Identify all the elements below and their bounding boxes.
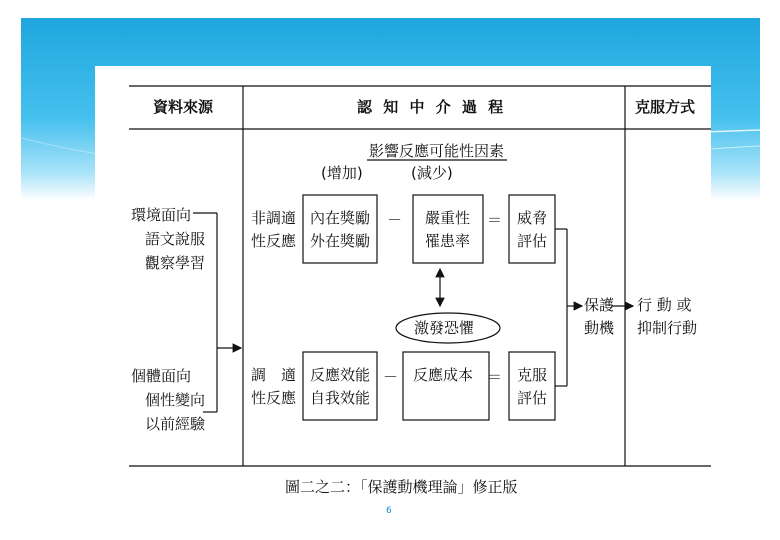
decrease-label: (減少) (411, 164, 453, 182)
env-verbal-persuasion: 語文說服 (145, 230, 206, 248)
equals-top: ＝ (487, 211, 503, 229)
fear-arousal: 激發恐懼 (414, 319, 475, 337)
figure-caption: 圖二之二：「保護動機理論」修正版 (285, 478, 518, 496)
minus-top: － (387, 211, 403, 229)
coping-appraisal-2: 評估 (517, 389, 548, 407)
extrinsic-reward: 外在獎勵 (310, 232, 371, 250)
self-efficacy: 自我效能 (310, 389, 371, 407)
protection-motivation-diagram (95, 66, 711, 508)
coping-appraisal-1: 克服 (517, 366, 548, 384)
vulnerability: 罹患率 (425, 232, 471, 250)
adaptive-label-2: 性反應 (251, 389, 297, 407)
page-number: 6 (386, 506, 392, 516)
indiv-prior-experience: 以前經驗 (145, 415, 206, 433)
env-source: 環境面向 (131, 206, 192, 224)
header-coping: 克服方式 (635, 98, 696, 116)
response-cost: 反應成本 (413, 366, 474, 384)
threat-label-1: 威脅 (517, 209, 548, 227)
indiv-source: 個體面向 (131, 367, 192, 385)
env-observational-learning: 觀察學習 (145, 254, 206, 272)
threat-label-2: 評估 (517, 232, 548, 250)
indiv-personality: 個性變向 (145, 391, 206, 409)
intrinsic-reward: 內在獎勵 (310, 209, 371, 227)
equals-bottom: ＝ (487, 368, 503, 386)
coping-mode-2: 抑制行動 (637, 319, 698, 337)
adaptive-label-1: 調 適 (251, 366, 297, 384)
factors-title: 影響反應可能性因素 (369, 142, 505, 160)
coping-mode-1: 行 動 或 (637, 296, 692, 314)
protection-label-2: 動機 (584, 319, 615, 337)
header-source: 資料來源 (153, 98, 214, 116)
response-efficacy: 反應效能 (310, 366, 371, 384)
severity: 嚴重性 (425, 209, 471, 227)
header-process: 認 知 中 介 過 程 (357, 98, 504, 116)
maladaptive-label-2: 性反應 (251, 232, 297, 250)
minus-bottom: － (383, 368, 399, 386)
maladaptive-label-1: 非調適 (251, 209, 297, 227)
protection-label-1: 保護 (584, 296, 615, 314)
increase-label: (增加) (321, 164, 363, 182)
diagram-lines (95, 66, 711, 508)
